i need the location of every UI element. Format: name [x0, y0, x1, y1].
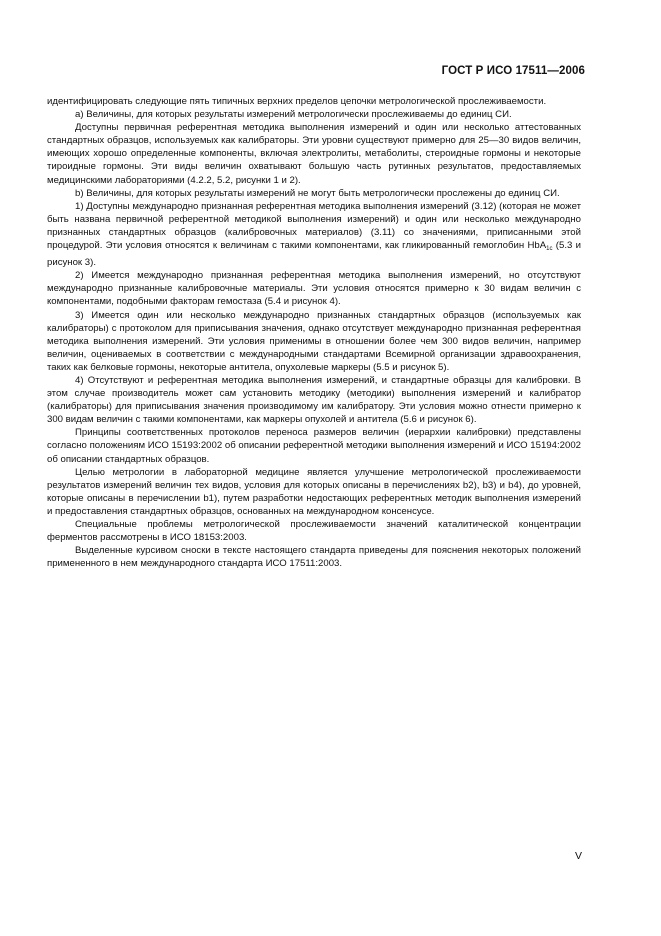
- item-b: b) Величины, для которых результаты измерений не могут быть метрологически прослежены до единиц СИ.: [75, 187, 560, 199]
- hba1c-subscript: 1c: [546, 246, 553, 253]
- item-a-description: Доступны первичная референтная методика выполнения измерений и один или несколько аттестованных стандартных образцов, используемых как калибраторы. Эти уровни существуют примерно для 25—30 видов величин, имеющих хорошо определенные компоненты, включая электролиты, метаболиты, стероидные гормоны и некоторые тироидные гормоны. Эти виды величин охватывают большую часть рутинных результатов, предоставляемых медицинскими лабораториями (4.2.2, 5.2, рисунки 1 и 2).: [47, 122, 581, 186]
- paragraph-enzymes: Специальные проблемы метрологической прослеживаемости значений каталитической концентрации ферментов рассмотрены в ИСО 18153:2003.: [47, 519, 581, 544]
- page-header: [442, 65, 585, 77]
- item-b4: 4) Отсутствуют и референтная методика выполнения измерений, и стандартные образцы для калибровки. В этом случае производитель может сам установить методику (методики) выполнения измерений и калибратор (калибраторы) для приписывания значения производимому им калибратору. Эти условия можно отнести примерно к 300 видам величин с такими компонентами, как маркеры опухолей и антитела (5.6 и рисунок 6).: [47, 374, 581, 426]
- paragraph-continuation: идентифицировать следующие пять типичных верхних пределов цепочки метрологической прослеживаемости.: [47, 96, 547, 107]
- item-a: а) Величины, для которых результаты измерений метрологически прослеживаемы до единиц СИ.: [75, 109, 512, 121]
- document-body: [47, 95, 581, 570]
- item-b2: 2) Имеется международно признанная референтная методика выполнения измерений, но отсутствуют международно признанные калибровочные материалы. Эти условия относятся примерно к 30 видам величин с компонентами, подобными факторам гемостаза (5.4 и рисунок 4).: [47, 270, 581, 308]
- standard-designation: ГОСТ Р ИСО 17511—2006: [441, 65, 585, 77]
- item-b3: 3) Имеется один или несколько международно признанных стандартных образцов (используемых как калибраторы) с протоколом для приписывания значения, однако отсутствует международно признанная референтная методика выполнения измерений. Эти условия применимы в отношении более чем 300 видов величин, например величин, оцениваемых в соответствии с международными стандартами Всемирной организации здравоохранения, таких как белковые гормоны, некоторые антитела, опухолевые маркеры (5.5 и рисунок 5).: [47, 309, 581, 373]
- paragraph-calibration-principles: Принципы соответственных протоколов переноса размеров величин (иерархии калибровки) представлены согласно положениям ИСО 15193:2002 об описании референтной методики выполнения измерений и ИСО 15194:2002 об описании стандартных образцов.: [47, 427, 581, 465]
- item-b1-text: 1) Доступны международно признанная референтная методика выполнения измерений (3.12) (которая не может быть названа первичной референтной методикой выполнения измерений) и один или несколько международно признанных стандартных образцов (калибровочных материалов) (3.11) со значениями, приписанными этой процедурой. Эти условия относятся к величинам с такими компонентами, как гликированный гемоглобин HbA: [47, 200, 581, 252]
- paragraph-metrology-goal: Целью метрологии в лабораторной медицине является улучшение метрологической прослеживаемости результатов измерений величин тех видов, условия для которых описаны в перечислениях b2), b3) и b4), до уровней, которые описаны в перечислении b1), путем разработки недостающих референтных методик выполнения измерений и предоставления стандартных образцов, основанных на международном консенсусе.: [47, 466, 581, 517]
- item-b1: [47, 200, 581, 269]
- item-b1-tail: (5.3 и рисунок 3).: [47, 240, 581, 269]
- paragraph-italic-notes: Выделенные курсивом сноски в тексте настоящего стандарта приведены для пояснения некоторых положений примененного в нем международного стандарта ИСО 17511:2003.: [47, 545, 581, 570]
- page-number: V: [574, 850, 582, 862]
